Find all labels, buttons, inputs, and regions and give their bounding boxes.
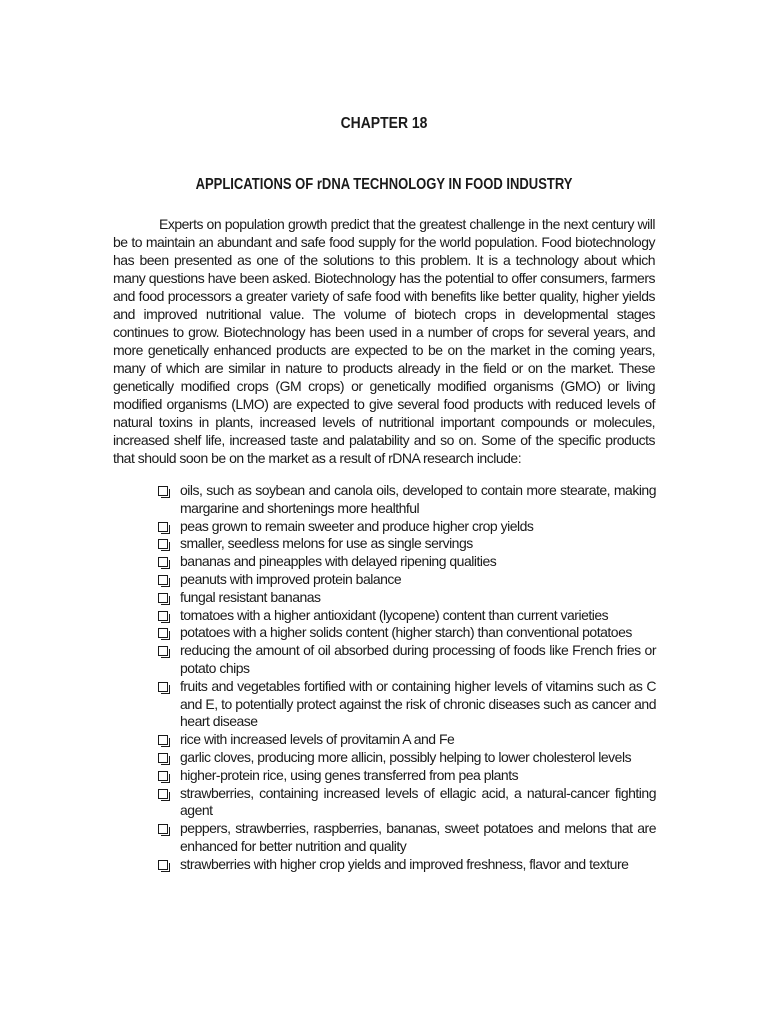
checkbox-bullet-icon <box>158 789 168 799</box>
list-item <box>158 571 656 589</box>
list-item <box>158 749 656 767</box>
checkbox-bullet-icon <box>158 860 168 870</box>
checkbox-bullet-icon <box>158 522 168 532</box>
list-item-text: strawberries with higher crop yields and improved freshness, flavor and texture <box>180 855 629 872</box>
list-item <box>158 589 656 607</box>
list-item-text: tomatoes with a higher antioxidant (lycopene) content than current varieties <box>180 606 609 623</box>
list-item-text: oils, such as soybean and canola oils, developed to contain more stearate, making margarine and shortenings more healthful <box>180 482 656 516</box>
list-item-text: higher-protein rice, using genes transferred from pea plants <box>180 766 519 783</box>
list-item-text: bananas and pineapples with delayed ripening qualities <box>180 553 497 570</box>
list-item <box>158 624 656 642</box>
list-item <box>158 482 656 518</box>
list-item-text: peas grown to remain sweeter and produce higher crop yields <box>180 517 534 534</box>
checkbox-bullet-icon <box>158 611 168 621</box>
list-item <box>158 785 656 821</box>
checkbox-bullet-icon <box>158 735 168 745</box>
list-item-text: garlic cloves, producing more allicin, possibly helping to lower cholesterol levels <box>180 748 632 765</box>
chapter-heading: CHAPTER 18 <box>340 115 428 132</box>
list-item-text: peanuts with improved protein balance <box>180 570 402 587</box>
checkbox-bullet-icon <box>158 486 168 496</box>
list-item <box>158 678 656 731</box>
list-item-text: rice with increased levels of provitamin A and Fe <box>180 731 455 748</box>
list-item <box>158 553 656 571</box>
list-item <box>158 856 656 874</box>
product-list <box>158 482 656 874</box>
list-item <box>158 535 656 553</box>
list-item <box>158 607 656 625</box>
checkbox-bullet-icon <box>158 557 168 567</box>
list-item <box>158 767 656 785</box>
list-item-text: fruits and vegetables fortified with or containing higher levels of vitamins such as C and E, to potentially protect against the risk of chronic diseases such as cancer and heart disease <box>180 677 656 730</box>
checkbox-bullet-icon <box>158 575 168 585</box>
list-item-text: reducing the amount of oil absorbed during processing of foods like French fries or potato chips <box>180 642 656 676</box>
list-item <box>158 731 656 749</box>
checkbox-bullet-icon <box>158 682 168 692</box>
list-item-text: smaller, seedless melons for use as single servings <box>180 535 473 552</box>
checkbox-bullet-icon <box>158 753 168 763</box>
list-item <box>158 820 656 856</box>
list-item <box>158 518 656 536</box>
intro-paragraph: Experts on population growth predict that the greatest challenge in the next century will be to maintain an abundant and safe food supply for the world population. Food biotechnology has been presented as one of the solutions to this problem. It is a technology about which many questions have been asked. Biotechnology has the potential to offer consumers, farmers and food processors a greater variety of safe food with benefits like better quality, higher yields and improved nutritional value. The volume of biotech crops in developmental stages continues to grow. Biotechnology has been used in a number of crops for several years, and more genetically enhanced products are expected to be on the market in the coming years, many of which are similar in nature to products already in the field or on the market. These genetically modified crops (GM crops) or genetically modified organisms (GMO) or living modified organisms (LMO) are expected to give several food products with reduced levels of natural toxins in plants, increased levels of nutritional important compounds or molecules, increased shelf life, increased taste and palatability and so on. Some of the specific products that should soon be on the market as a result of rDNA research include: <box>113 216 655 466</box>
list-item <box>158 642 656 678</box>
checkbox-bullet-icon <box>158 771 168 781</box>
chapter-title: APPLICATIONS OF rDNA TECHNOLOGY IN FOOD INDUSTRY <box>195 176 573 193</box>
list-item-text: strawberries, containing increased levels of ellagic acid, a natural-cancer fighting agent <box>180 784 656 819</box>
list-item-text: potatoes with a higher solids content (higher starch) than conventional potatoes <box>180 624 632 641</box>
list-item-text: fungal resistant bananas <box>180 588 321 605</box>
checkbox-bullet-icon <box>158 539 168 549</box>
checkbox-bullet-icon <box>158 824 168 834</box>
checkbox-bullet-icon <box>158 628 168 638</box>
list-item-text: peppers, strawberries, raspberries, bananas, sweet potatoes and melons that are enhanced for better nutrition and quality <box>180 820 656 854</box>
checkbox-bullet-icon <box>158 646 168 656</box>
checkbox-bullet-icon <box>158 593 168 603</box>
